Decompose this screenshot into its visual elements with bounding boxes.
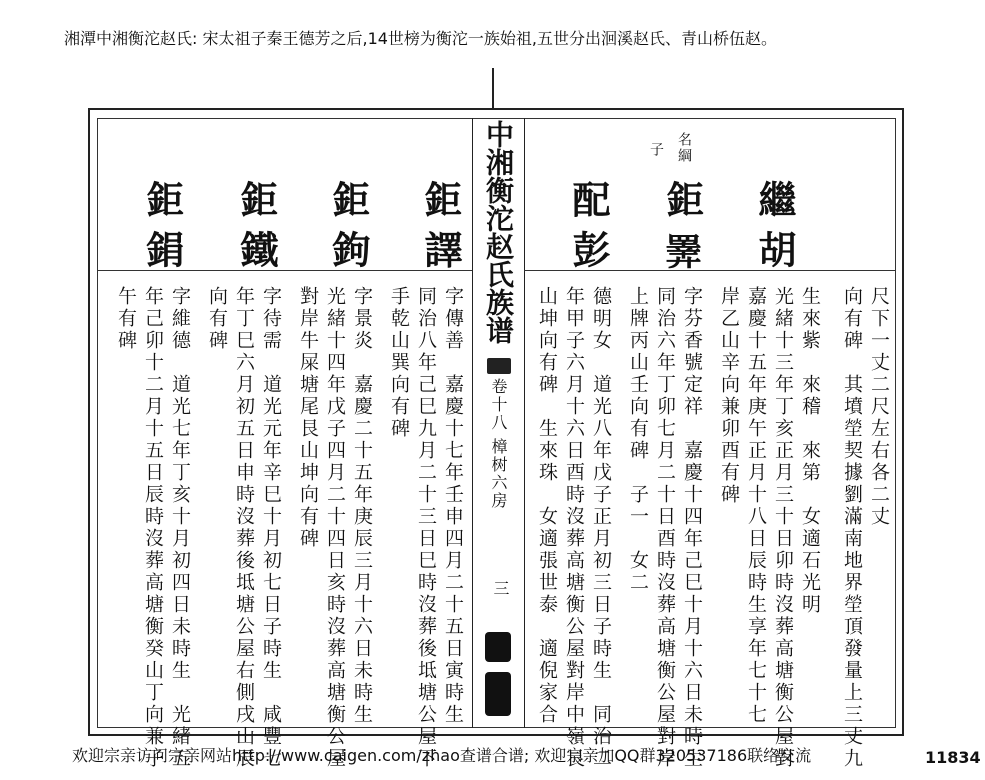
- left-col-11: 年己卯十二月十五日辰時沒葬高塘衡癸山丁向兼子: [142, 286, 164, 770]
- name-ju-gou: 鉅鉤: [326, 180, 371, 280]
- name-ju-tie: 鉅鐵: [234, 180, 279, 280]
- fold-line-top: [492, 68, 494, 110]
- right-col-11: 年甲子六月十六日酉時沒葬高塘衡公屋對岸中嶺艮: [563, 286, 585, 770]
- spine-border-right: [524, 118, 525, 728]
- spine-leaf-number: 三: [491, 580, 510, 598]
- page-number: 11834: [925, 748, 981, 767]
- right-col-1: 尺下一丈二尺左右各二丈: [868, 286, 890, 528]
- spine-branch: 樟树六房: [489, 438, 508, 510]
- left-col-2: 同治八年己巳九月二十三日巳時沒葬後坻塘公屋下: [415, 286, 437, 770]
- left-col-9: 向有碑: [206, 286, 228, 352]
- right-col-3: 生來紫 來稽 來第 女適石光明: [799, 286, 821, 616]
- right-col-4: 光緒十三年丁亥正月三十日卯時沒葬高塘衡公屋對: [772, 286, 794, 770]
- spine-volume: 卷十八: [489, 378, 508, 432]
- spine-seal-lower: [485, 672, 511, 716]
- spine-fishtail-mark: [487, 358, 511, 374]
- left-col-6: 對岸牛屎塘尾艮山坤向有碑: [297, 286, 319, 550]
- left-col-7: 字待需 道光元年辛巳十月初七日子時生 咸豐七: [260, 286, 282, 770]
- right-col-12: 山坤向有碑 生來珠 女適張世泰 適倪家合: [536, 286, 558, 726]
- right-col-8: 同治六年丁卯七月二十日酉時沒葬高塘衡公屋對岸: [654, 286, 676, 770]
- name-pei-peng: 配彭: [566, 180, 611, 280]
- left-col-4: 字景炎 嘉慶二十五年庚辰三月十六日未時生: [351, 286, 373, 726]
- name-ju-juan: 鉅鋗: [140, 180, 185, 280]
- name-ji-hu: 繼胡: [752, 180, 797, 280]
- note-ming-gang: 名綱: [676, 132, 692, 164]
- spine-border-left: [472, 118, 473, 728]
- left-col-12: 午有碑: [115, 286, 137, 352]
- footer-text: 欢迎宗亲访问宗亲网站http://www.caigen.com/zhao查谱合谱; 欢迎宗亲加QQ群320537186联络交流: [72, 746, 812, 765]
- right-col-10: 德明女 道光八年戊子正月初三日子時生 同治二: [590, 286, 612, 770]
- right-col-9: 上牌丙山壬向有碑 子一 女二: [627, 286, 649, 594]
- left-col-1: 字傳善 嘉慶十七年壬申四月二十五日寅時生: [442, 286, 464, 726]
- name-ju-right: 鉅𢍰: [660, 180, 705, 280]
- header-caption: 湘潭中湘衡沱赵氏: 宋太祖子秦王德芳之后,14世榜为衡沱一族始祖,五世分出洄溪赵氏、青山桥伍赵。: [64, 29, 778, 48]
- left-col-5: 光緒十四年戊子四月二十四日亥時沒葬高塘衡公屋: [324, 286, 346, 770]
- left-col-10: 字維德 道光七年丁亥十月初四日未時生 光緒五: [169, 286, 191, 770]
- right-col-2: 向有碑 其墳塋契據劉滿南地界塋頂發量上三丈九: [841, 286, 863, 770]
- note-zi: 子: [648, 142, 664, 158]
- spine-seal: [485, 632, 511, 662]
- left-col-8: 年丁巳六月初五日申時沒葬後坻塘公屋右側戌山辰: [233, 286, 255, 770]
- right-col-7: 字芬香號定祥 嘉慶十四年己巳十月十六日未時生: [681, 286, 703, 770]
- name-ju-yi: 鉅譯: [418, 180, 463, 280]
- spine-title: 中湘衡沱赵氏族谱: [482, 120, 515, 344]
- left-col-3: 手乾山巽向有碑: [388, 286, 410, 440]
- right-col-5: 嘉慶十五年庚午正月十八日辰時生享年七十七: [745, 286, 767, 726]
- right-col-6: 岸乙山辛向兼卯酉有碑: [718, 286, 740, 506]
